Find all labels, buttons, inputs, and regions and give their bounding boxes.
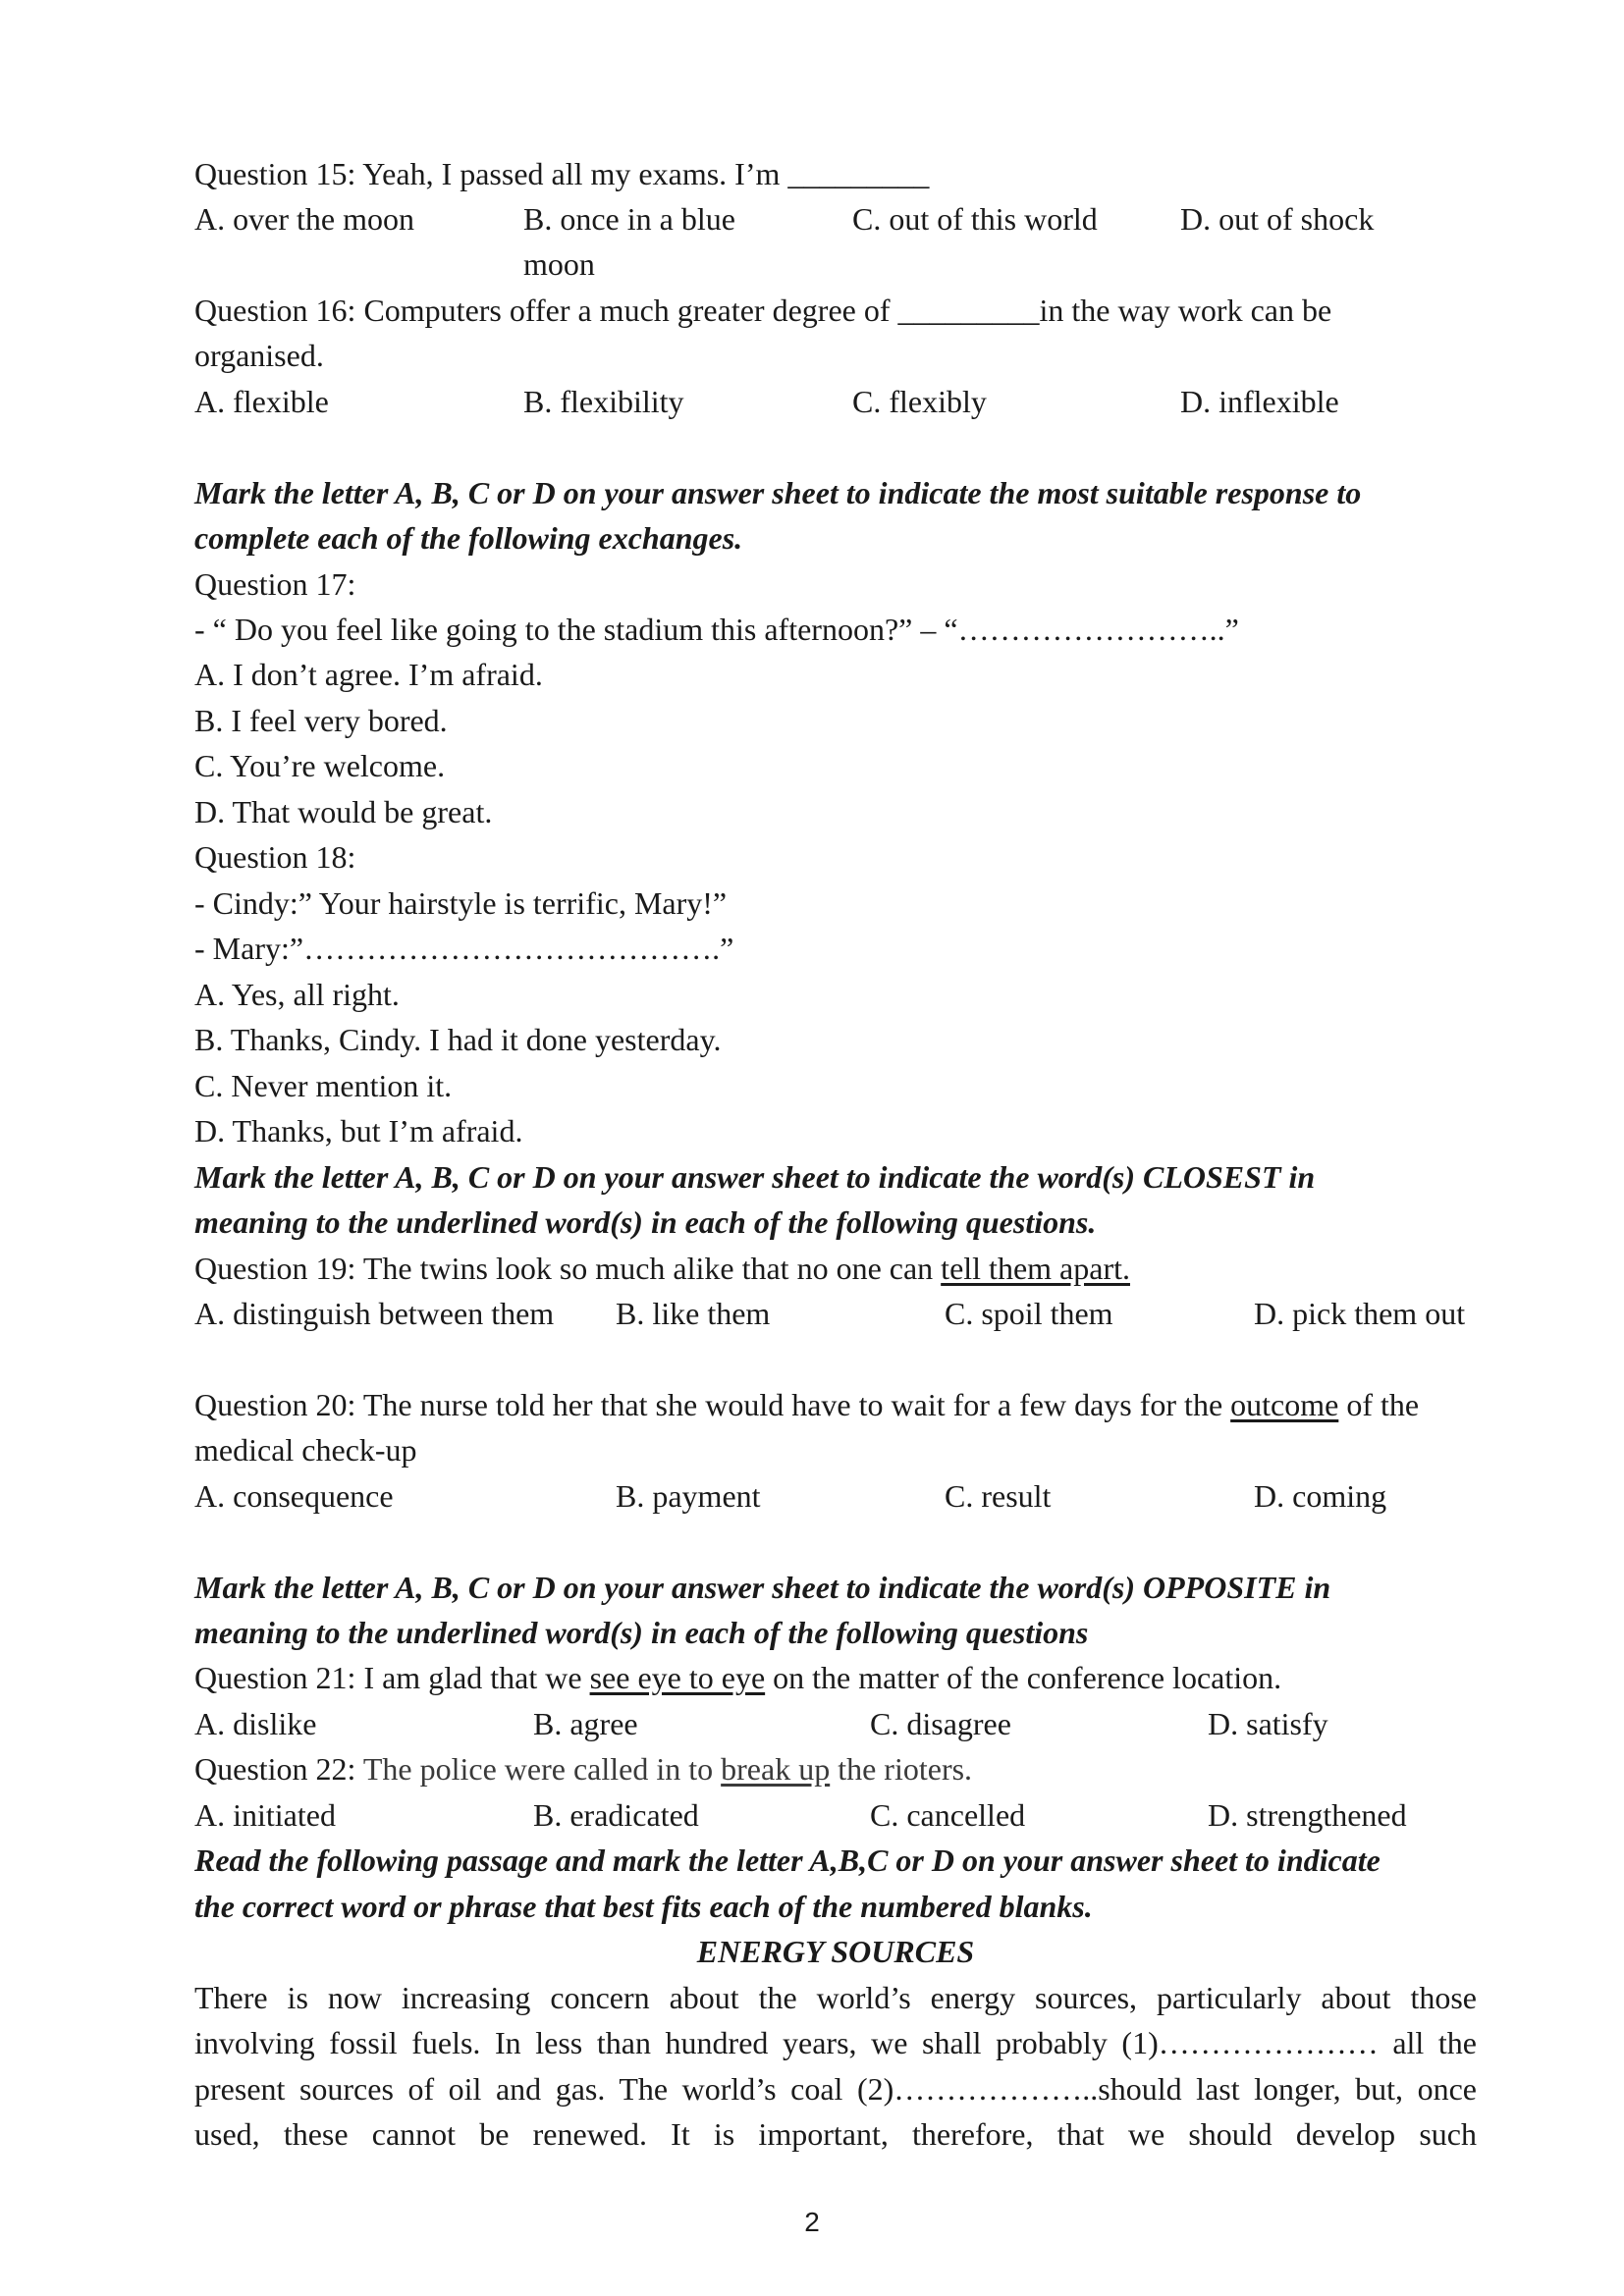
q20-option-d[interactable]: D. coming (1254, 1478, 1387, 1514)
q22-stem-text: The police were called in to (362, 1751, 722, 1787)
q16-stem-text-after: in the way work can be (1039, 293, 1332, 328)
q19-option-a[interactable]: A. distinguish between them (194, 1296, 555, 1331)
passage-line-1: There is now increasing concern about the world’s energy sources, particularly about those (194, 1980, 1477, 2015)
q16-option-d[interactable]: D. inflexible (1180, 384, 1339, 419)
q21-stem (194, 1658, 1281, 1697)
q19-option-d[interactable]: D. pick them out (1254, 1296, 1466, 1331)
q16-option-b[interactable]: B. flexibility (523, 384, 684, 419)
q18-option-c[interactable]: C. Never mention it. (194, 1068, 453, 1103)
q20-stem (194, 1385, 1419, 1424)
q16-stem-line2: organised. (194, 338, 324, 373)
q21-underlined-phrase: see eye to eye (589, 1660, 766, 1695)
q17-prompt: - “ Do you feel like going to the stadium this afternoon?” – “……………………..” (194, 612, 1239, 647)
q21-option-d[interactable]: D. satisfy (1208, 1706, 1328, 1741)
passage-line-4: used, these cannot be renewed. It is important, therefore, that we should develop such (194, 2116, 1477, 2152)
q15-option-b-cont: moon (523, 246, 595, 282)
instruction-passage-line2: the correct word or phrase that best fits each of the numbered blanks. (194, 1889, 1093, 1924)
q17-label: Question 17: (194, 566, 356, 602)
q21-option-c[interactable]: C. disagree (870, 1706, 1011, 1741)
q18-dialogue-mary: - Mary:”………………………………….” (194, 931, 734, 966)
q21-stem-text: Question 21: I am glad that we (194, 1660, 590, 1695)
passage-title: ENERGY SOURCES (696, 1934, 975, 1969)
q22-option-c[interactable]: C. cancelled (870, 1797, 1026, 1833)
q16-blank: _________ (897, 293, 1040, 328)
q17-option-a[interactable]: A. I don’t agree. I’m afraid. (194, 657, 543, 692)
q22-stem-text-after: the rioters. (830, 1751, 973, 1787)
q17-option-b[interactable]: B. I feel very bored. (194, 703, 448, 738)
q21-option-b[interactable]: B. agree (533, 1706, 638, 1741)
q20-stem-text: Question 20: The nurse told her that she would have to wait for a few days for the (194, 1387, 1231, 1422)
q18-dialogue-cindy: - Cindy:” Your hairstyle is terrific, Mary!” (194, 885, 728, 921)
q16-option-c[interactable]: C. flexibly (852, 384, 987, 419)
q15-stem (194, 154, 929, 193)
instruction-closest-line1: Mark the letter A, B, C or D on your answer sheet to indicate the word(s) CLOSEST in (194, 1159, 1316, 1195)
q22-label: Question 22: (194, 1751, 363, 1787)
instruction-opposite-line2: meaning to the underlined word(s) in each of the following questions (194, 1615, 1089, 1650)
q20-option-c[interactable]: C. result (945, 1478, 1052, 1514)
q17-option-d[interactable]: D. That would be great. (194, 794, 493, 829)
q22-option-d[interactable]: D. strengthened (1208, 1797, 1407, 1833)
q19-option-c[interactable]: C. spoil them (945, 1296, 1113, 1331)
q18-option-b[interactable]: B. Thanks, Cindy. I had it done yesterday. (194, 1022, 722, 1057)
q20-stem-text-after: of the (1338, 1387, 1420, 1422)
page-number: 2 (804, 2207, 820, 2237)
q15-blank: _________ (787, 156, 930, 191)
instruction-exchanges-line2: complete each of the following exchanges. (194, 520, 743, 556)
q15-option-c[interactable]: C. out of this world (852, 201, 1098, 237)
instruction-closest-line2: meaning to the underlined word(s) in each of the following questions. (194, 1204, 1097, 1240)
q22-stem (194, 1749, 972, 1789)
q15-stem-text: Question 15: Yeah, I passed all my exams. I’m (194, 156, 788, 191)
q18-label: Question 18: (194, 839, 356, 875)
q15-option-b[interactable]: B. once in a blue (523, 201, 735, 237)
q20-option-b[interactable]: B. payment (616, 1478, 761, 1514)
q19-stem-text: Question 19: The twins look so much alike that no one can (194, 1251, 942, 1286)
q17-option-c[interactable]: C. You’re welcome. (194, 748, 446, 783)
q18-option-d[interactable]: D. Thanks, but I’m afraid. (194, 1113, 523, 1148)
q16-option-a[interactable]: A. flexible (194, 384, 329, 419)
q20-stem-line2: medical check-up (194, 1432, 417, 1468)
q15-option-a[interactable]: A. over the moon (194, 201, 414, 237)
q16-stem-text: Question 16: Computers offer a much greater degree of (194, 293, 898, 328)
passage-line-2: involving fossil fuels. In less than hundred years, we shall probably (1)………………… all the (194, 2025, 1477, 2060)
q20-option-a[interactable]: A. consequence (194, 1478, 394, 1514)
instruction-passage-line1: Read the following passage and mark the letter A,B,C or D on your answer sheet to indicate (194, 1842, 1380, 1878)
q18-option-a[interactable]: A. Yes, all right. (194, 977, 400, 1012)
instruction-exchanges-line1: Mark the letter A, B, C or D on your answer sheet to indicate the most suitable response to (194, 475, 1362, 510)
q16-stem (194, 291, 1331, 330)
q22-option-a[interactable]: A. initiated (194, 1797, 336, 1833)
instruction-opposite-line1: Mark the letter A, B, C or D on your answer sheet to indicate the word(s) OPPOSITE in (194, 1570, 1331, 1605)
q20-underlined-word: outcome (1230, 1387, 1339, 1422)
q19-option-b[interactable]: B. like them (616, 1296, 771, 1331)
q21-option-a[interactable]: A. dislike (194, 1706, 317, 1741)
q21-stem-text-after: on the matter of the conference location. (765, 1660, 1282, 1695)
q19-underlined-phrase: tell them apart. (941, 1251, 1130, 1286)
q22-option-b[interactable]: B. eradicated (533, 1797, 699, 1833)
q15-option-d[interactable]: D. out of shock (1180, 201, 1375, 237)
passage-line-3: present sources of oil and gas. The world’s coal (2)………………..should last longer, but, once (194, 2071, 1477, 2107)
q22-underlined-phrase: break up (721, 1751, 831, 1787)
q19-stem (194, 1249, 1130, 1288)
